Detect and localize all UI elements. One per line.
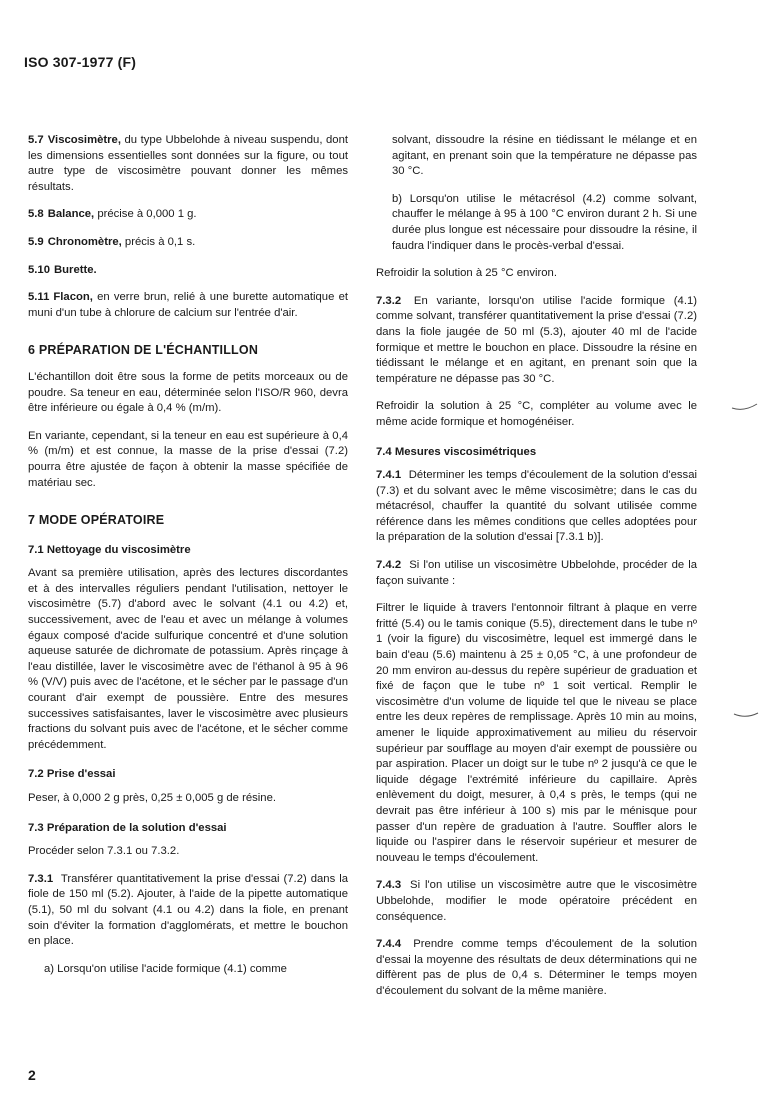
clause-title: Flacon, [53, 291, 93, 304]
clause-number: 7.3.1 [28, 872, 54, 885]
clause-text: précise à 0,000 1 g. [94, 208, 197, 221]
para-7-3-1-b: b) Lorsqu'on utilise le métacrésol (4.2) comme solvant, chauffer le mélange à 95 à 100 °C environ durant 2 h. Si une durée plus longue est nécessaire pour dissoudre la résine, il faudra l'indiquer dans le procès-verbal d'essai. [392, 192, 697, 252]
para-7-3-1-a-start: a) Lorsqu'on utilise l'acide formique (4.1) comme [44, 962, 287, 975]
para-5-11 [28, 290, 348, 321]
right-column [376, 133, 697, 1012]
clause-title: Viscosimètre, [47, 134, 121, 146]
section-6-para-2: En variante, cependant, si la teneur en eau est supérieure à 0,4 % (m/m) et est connue, la masse de la prise d'essai (7.2) pourra être ajustée de façon à obtenir la masse spécifiée de matériau sec. [28, 429, 348, 489]
clause-text: Si l'on utilise un viscosimètre Ubbelohde, procéder de la façon suivante : [376, 559, 697, 587]
clause-number: 7.4.4 [376, 938, 402, 951]
cooling-note-2: Refroidir la solution à 25 °C, compléter au volume avec le même acide formique et homogénéiser. [376, 400, 697, 428]
para-7-4-4 [376, 937, 697, 999]
subsection-7-4-title: 7.4 Mesures viscosimétriques [376, 445, 537, 458]
clause-text: Si l'on utilise un viscosimètre autre que le viscosimètre Ubbelohde, modifier le mode opératoire précédent en conséquence. [376, 879, 697, 923]
subsection-7-3-title: 7.3 Préparation de la solution d'essai [28, 821, 227, 834]
para-5-10 [28, 263, 348, 279]
clause-text: Déterminer les temps d'écoulement de la solution d'essai (7.3) et du solvant avec le même viscosimètre; dans le cas du métacrésol, chauffer la quantité du solvant utilisée comme référence dans les mêmes conditions que celles adoptées pour la préparation de la solution d'essai [7.3.1 b)]. [376, 469, 697, 544]
para-5-8 [28, 207, 348, 223]
clause-number: 5.8 [28, 208, 44, 221]
clause-text: précis à 0,1 s. [121, 235, 196, 248]
para-7-3-1 [28, 872, 348, 950]
para-5-9 [28, 235, 348, 251]
para-7-4-2 [376, 558, 697, 589]
page-number: 2 [28, 1067, 36, 1083]
clause-number: 7.4.2 [376, 559, 402, 572]
para-5-7 [28, 133, 348, 195]
clause-text: en verre brun, relié à une burette automatique et muni d'un tube à chlorure de calcium sur l'entrée d'air. [28, 291, 348, 319]
clause-text: Prendre comme temps d'écoulement de la solution d'essai la moyenne des résultats de deux déterminations qui ne diffèrent pas de plus de 0,4 s. Déterminer le temps moyen d'écoulement du solvant de la même manière. [376, 938, 697, 997]
cooling-note-1: Refroidir la solution à 25 °C environ. [376, 267, 557, 280]
para-7-3-2 [376, 294, 697, 388]
clause-number: 5.11 [28, 291, 50, 304]
document-header: ISO 307-1977 (F) [24, 54, 137, 70]
clause-text: du type Ubbelohde à niveau suspendu, dont les dimensions essentielles sont données sur la figure, ou tout autre type de viscosimètre pouvant donner les mêmes résultats. [28, 134, 348, 193]
section-6-heading: 6 PRÉPARATION DE L'ÉCHANTILLON [28, 343, 259, 358]
section-7-heading: 7 MODE OPÉRATOIRE [28, 513, 165, 528]
margin-mark [730, 402, 760, 412]
clause-number: 7.4.3 [376, 879, 402, 892]
para-7-4-1 [376, 468, 697, 546]
margin-mark [732, 710, 762, 720]
clause-title: Chronomètre, [47, 235, 122, 248]
clause-number: 7.3.2 [376, 294, 402, 307]
para-7-4-3 [376, 878, 697, 925]
subsection-7-2-para: Peser, à 0,000 2 g près, 0,25 ± 0,005 g de résine. [28, 792, 276, 804]
left-column [28, 133, 348, 989]
clause-number: 5.9 [28, 235, 44, 248]
clause-number: 5.7 [28, 134, 44, 146]
clause-title: Balance, [47, 208, 95, 221]
clause-number: 5.10 [28, 263, 50, 276]
subsection-7-2-title: 7.2 Prise d'essai [28, 768, 116, 781]
clause-text: Transférer quantitativement la prise d'essai (7.2) dans la fiole de 150 ml (5.2). Ajouter, à l'aide de la pipette automatique (5.1), 50 ml du solvant (4.1 ou 4.2) dans la fiole, en prenant soin d'éviter la formation d'agglomérats, et mettre le bouchon en place. [28, 872, 348, 948]
para-7-4-2-procedure: Filtrer le liquide à travers l'entonnoir filtrant à plaque en verre fritté (5.4) ou le tamis conique (5.5), directement dans le tube nº 1 (voir la figure) du viscosimètre, lequel est immergé dans le bain d'eau (5.6) maintenu à 25 ± 0,05 °C, à une profondeur de 20 mm environ au-dessus du repère supérieur de graduation et fixé de façon que le tube nº 1 soit vertical. Remplir le viscosimètre d'un volume de liquide tel que le niveau se place entre les deux repères de remplissage. Après 10 min au moins, amener le liquide approximativement au milieu du réservoir supérieur par soufflage au moyen d'air exempt de poussière ou par aspiration. Placer un doigt sur le tube nº 2 jusqu'à ce que le liquide dégage l'extrémité inférieure du capillaire. Après enlèvement du doigt, mesurer, à 0,4 s près, le temps (qui ne devrait pas être inférieur à 100 s) mis par le ménisque pour passer d'un repère de graduation à l'autre. Souffler alors le liquide ou l'aspirer dans le réservoir supérieur et mesurer de nouveau le temps d'écoulement. [376, 602, 697, 864]
subsection-7-1-title: 7.1 Nettoyage du viscosimètre [28, 543, 191, 556]
clause-title: Burette. [54, 263, 97, 276]
section-6-para-1: L'échantillon doit être sous la forme de petits morceaux ou de poudre. Sa teneur en eau, déterminée selon l'ISO/R 960, devra être inférieure ou égale à 0,4 % (m/m). [28, 370, 348, 415]
clause-number: 7.4.1 [376, 469, 402, 482]
clause-text: En variante, lorsqu'on utilise l'acide formique (4.1) comme solvant, transférer quantitativement la prise d'essai (7.2) dans la fiole jaugée de 50 ml (5.3), ajouter 40 ml de l'acide formique et mettre le bouchon en place. Dissoudre la résine en tiédissant le mélange et en agitant, en prenant soin que la température ne dépasse pas 30 °C. [376, 294, 697, 385]
subsection-7-1-para: Avant sa première utilisation, après des lectures discordantes et à des intervalles réguliers pendant l'utilisation, nettoyer le viscosimètre (5.7) d'abord avec le solvant (4.1 ou 4.2) et, successivement, avec de l'eau et avec un mélange à volumes égaux composé d'acide sulfurique concentré et d'une solution aqueuse saturée de dichromate de potassium. Après rinçage à l'eau distillée, laver le viscosimètre avec de l'éthanol à 95 à 96 % (V/V) puis avec de l'acétone, et le sécher par le passage d'un courant d'air exempt de poussière. Entre des mesures successives satisfaisantes, laver le viscosimètre avec plusieurs fractions du solvant puis avec de l'acétone, et le sécher comme précédemment. [28, 567, 348, 751]
subsection-7-3-para: Procéder selon 7.3.1 ou 7.3.2. [28, 845, 180, 858]
para-7-3-1-a-continued: solvant, dissoudre la résine en tiédissant le mélange et en agitant, en prenant soin que la température ne dépasse pas 30 °C. [392, 134, 697, 178]
